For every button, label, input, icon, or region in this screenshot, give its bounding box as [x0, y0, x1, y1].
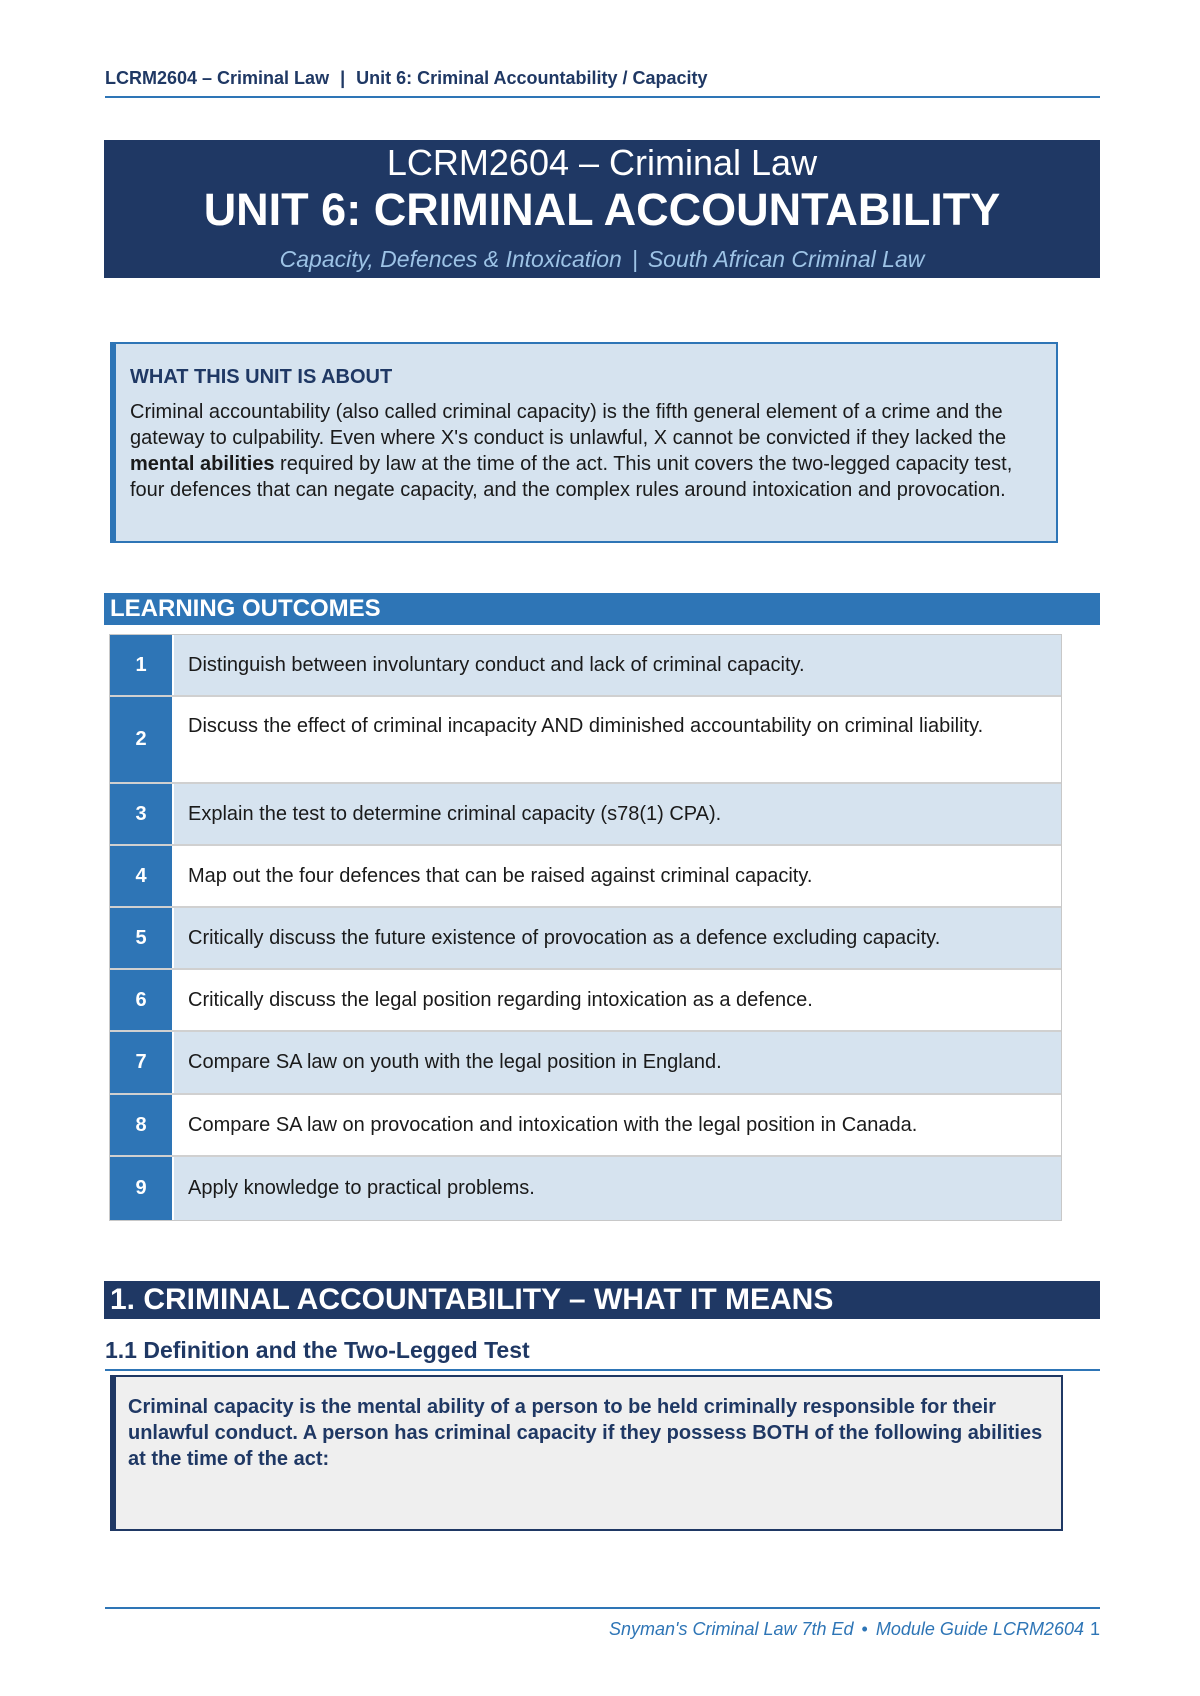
outcome-row [110, 1032, 1061, 1095]
outcome-text: Discuss the effect of criminal incapacity AND diminished accountability on criminal liability. [172, 697, 1061, 782]
page-number: 1 [1089, 1619, 1100, 1639]
learning-outcomes-heading: LEARNING OUTCOMES [104, 593, 1100, 625]
header-unit: Unit 6: Criminal Accountability / Capacity [356, 68, 708, 88]
footer-separator: • [861, 1619, 868, 1639]
outcome-row [110, 697, 1061, 784]
outcome-number: 9 [110, 1157, 172, 1220]
section-heading: 1. CRIMINAL ACCOUNTABILITY – WHAT IT MEANS [104, 1281, 1100, 1319]
outcome-number: 7 [110, 1032, 172, 1093]
subtitle-jurisdiction: South African Criminal Law [647, 246, 925, 272]
learning-outcomes-table [109, 634, 1062, 1221]
page-footer [105, 1607, 1100, 1640]
outcome-text: Map out the four defences that can be raised against criminal capacity. [172, 846, 1061, 906]
outcome-number: 8 [110, 1095, 172, 1155]
running-header [105, 68, 1100, 98]
overview-text [130, 399, 1042, 503]
footer-source: Snyman's Criminal Law 7th Ed [609, 1619, 854, 1639]
unit-subtitle [104, 246, 1100, 273]
outcome-text: Compare SA law on provocation and intoxication with the legal position in Canada. [172, 1095, 1061, 1155]
subsection-heading: 1.1 Definition and the Two-Legged Test [105, 1337, 1100, 1371]
course-title: LCRM2604 – Criminal Law [386, 142, 818, 183]
outcome-number: 6 [110, 970, 172, 1030]
outcome-number: 1 [110, 635, 172, 695]
overview-text-emphasis: mental abilities [130, 453, 275, 475]
footer-guide: Module Guide LCRM2604 [875, 1619, 1084, 1639]
outcome-row [110, 908, 1061, 970]
definition-box [110, 1375, 1063, 1531]
outcome-text: Critically discuss the future existence of provocation as a defence excluding capacity. [172, 908, 1061, 968]
outcome-row [110, 970, 1061, 1032]
outcome-number: 3 [110, 784, 172, 844]
outcome-text: Explain the test to determine criminal capacity (s78(1) CPA). [172, 784, 1061, 844]
outcome-row [110, 1095, 1061, 1157]
header-separator: | [340, 68, 346, 88]
outcome-number: 4 [110, 846, 172, 906]
subtitle-topics: Capacity, Defences & Intoxication [279, 246, 622, 272]
outcome-text: Critically discuss the legal position regarding intoxication as a defence. [172, 970, 1061, 1030]
subtitle-separator: | [631, 246, 638, 272]
outcome-row [110, 784, 1061, 846]
overview-text-start: Criminal accountability (also called criminal capacity) is the fifth general element of a crime and the gateway to culpability. Even where X's conduct is unlawful, X cannot be convicted if they lacked the [130, 401, 1007, 449]
unit-overview-box [110, 342, 1058, 543]
outcome-row [110, 1157, 1061, 1220]
definition-text: Criminal capacity is the mental ability of a person to be held criminally responsible for their unlawful conduct. A person has criminal capacity if they possess BOTH of the following abilities at the time of the act: [128, 1396, 1043, 1470]
header-course: LCRM2604 – Criminal Law [105, 68, 330, 88]
outcome-number: 2 [110, 697, 172, 782]
outcome-number: 5 [110, 908, 172, 968]
outcome-text: Distinguish between involuntary conduct and lack of criminal capacity. [172, 635, 1061, 695]
overview-heading: WHAT THIS UNIT IS ABOUT [130, 366, 393, 388]
outcome-row [110, 846, 1061, 908]
outcome-text: Compare SA law on youth with the legal position in England. [172, 1032, 1061, 1093]
overview-text-end: required by law at the time of the act. This unit covers the two-legged capacity test, four defences that can negate capacity, and the complex rules around intoxication and provocation. [130, 453, 1013, 501]
outcome-row [110, 635, 1061, 697]
unit-title: UNIT 6: CRIMINAL ACCOUNTABILITY [203, 184, 1001, 235]
outcome-text: Apply knowledge to practical problems. [172, 1157, 1061, 1220]
title-banner [104, 140, 1100, 278]
